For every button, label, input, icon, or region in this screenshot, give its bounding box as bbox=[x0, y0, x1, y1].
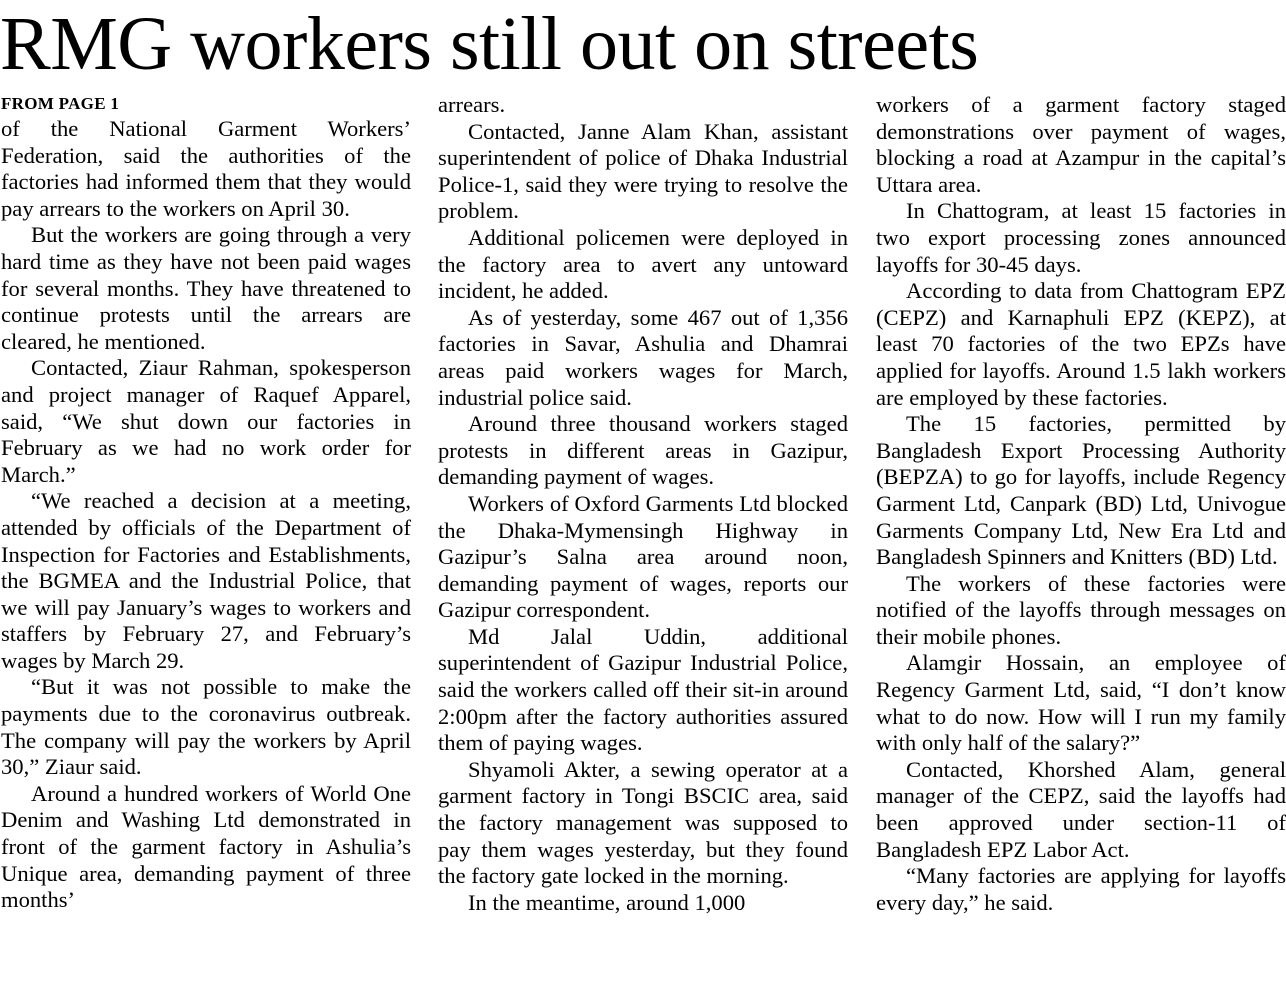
article-column-2 bbox=[438, 92, 848, 916]
article-paragraph: “Many factories are applying for layoffs every day,” he said. bbox=[876, 863, 1286, 915]
headline: RMG workers still out on streets bbox=[0, 2, 979, 86]
article-column-1 bbox=[1, 92, 411, 914]
article-paragraph: The 15 factories, permitted by Bangladesh Export Processing Authority (BEPZA) to go for layoffs, include Regency Garment Ltd, Canpark (BD) Ltd, Univogue Garments Company Ltd, New Era Ltd and Bangladesh Spinners and Knitters (BD) Ltd. bbox=[876, 411, 1286, 570]
article-paragraph: Contacted, Khorshed Alam, general manager of the CEPZ, said the layoffs had been approved under section-11 of Bangladesh EPZ Labor Act. bbox=[876, 756, 1286, 862]
article-paragraph: Workers of Oxford Garments Ltd blocked the Dhaka-Mymensingh Highway in Gazipur’s Salna area around noon, demanding payment of wages, reports our Gazipur correspondent. bbox=[438, 490, 848, 623]
article-paragraph: But the workers are going through a very hard time as they have not been paid wages for several months. They have threatened to continue protests until the arrears are cleared, he mentioned. bbox=[1, 222, 411, 354]
article-paragraph: workers of a garment factory staged demonstrations over payment of wages, blocking a road at Azampur in the capital’s Uttara area. bbox=[876, 92, 1286, 197]
article-paragraph: “We reached a decision at a meeting, attended by officials of the Department of Inspection for Factories and Establishments, the BGMEA and the Industrial Police, that we will pay January’s wages to workers and staffers by February 27, and February’s wages by March 29. bbox=[1, 488, 411, 673]
article-paragraph: Additional policemen were deployed in the factory area to avert any untoward incident, he added. bbox=[438, 224, 848, 304]
article-paragraph: In Chattogram, at least 15 factories in two export processing zones announced layoffs for 30-45 days. bbox=[876, 198, 1286, 277]
article-paragraph: According to data from Chattogram EPZ (CEPZ) and Karnaphuli EPZ (KEPZ), at least 70 factories of the two EPZs have applied for layoffs. Around 1.5 lakh workers are employed by these factories. bbox=[876, 278, 1286, 410]
article-paragraph: Around a hundred workers of World One Denim and Washing Ltd demonstrated in front of the garment factory in Ashulia’s Unique area, demanding payment of three months’ bbox=[1, 780, 411, 913]
column-3-body bbox=[876, 92, 1286, 916]
article-paragraph: The workers of these factories were notified of the layoffs through messages on their mobile phones. bbox=[876, 570, 1286, 649]
column-2-body bbox=[438, 92, 848, 916]
article-paragraph: Md Jalal Uddin, additional superintendent of Gazipur Industrial Police, said the workers called off their sit-in around 2:00pm after the factory authorities assured them of paying wages. bbox=[438, 623, 848, 756]
article-paragraph: Contacted, Janne Alam Khan, assistant superintendent of police of Dhaka Industrial Police-1, said they were trying to resolve the problem. bbox=[438, 118, 848, 224]
article-paragraph: Contacted, Ziaur Rahman, spokesperson and project manager of Raquef Apparel, said, “We shut down our factories in February as we had no work order for March.” bbox=[1, 355, 411, 487]
column-1-body bbox=[1, 116, 411, 914]
article-paragraph: Around three thousand workers staged protests in different areas in Gazipur, demanding payment of wages. bbox=[438, 411, 848, 490]
article-paragraph: “But it was not possible to make the payments due to the coronavirus outbreak. The company will pay the workers by April 30,” Ziaur said. bbox=[1, 674, 411, 780]
continued-from-label: FROM PAGE 1 bbox=[1, 94, 120, 113]
article-column-3 bbox=[876, 92, 1286, 916]
article-paragraph: Alamgir Hossain, an employee of Regency Garment Ltd, said, “I don’t know what to do now. How will I run my family with only half of the salary?” bbox=[876, 650, 1286, 756]
article-paragraph: of the National Garment Workers’ Federation, said the authorities of the factories had informed them that they would pay arrears to the workers on April 30. bbox=[1, 116, 411, 221]
article-paragraph: arrears. bbox=[438, 92, 506, 117]
article-paragraph: Shyamoli Akter, a sewing operator at a garment factory in Tongi BSCIC area, said the factory management was supposed to pay them wages yesterday, but they found the factory gate locked in the morning. bbox=[438, 756, 848, 889]
article-paragraph: As of yesterday, some 467 out of 1,356 factories in Savar, Ashulia and Dhamrai areas paid workers wages for March, industrial police said. bbox=[438, 304, 848, 410]
article-paragraph: In the meantime, around 1,000 bbox=[468, 889, 746, 915]
